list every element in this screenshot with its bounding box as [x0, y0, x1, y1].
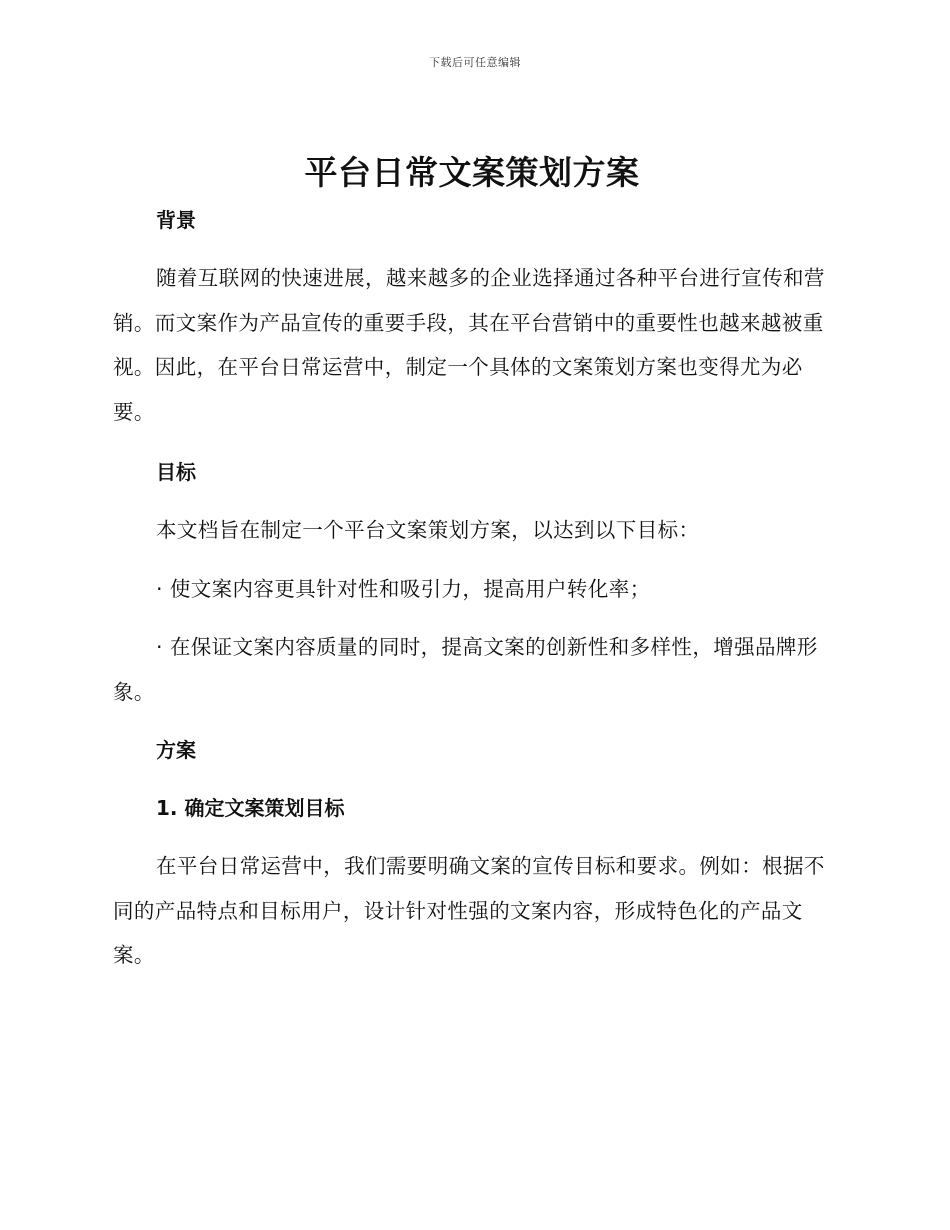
document-body	[113, 148, 831, 978]
goal-intro-paragraph: 本文档旨在制定一个平台文案策划方案，以达到以下目标：	[156, 518, 700, 542]
plan-subheading-1: 1. 确定文案策划目标	[156, 796, 345, 820]
section-heading-goal: 目标	[156, 460, 196, 484]
background-paragraph: 随着互联网的快速进展，越来越多的企业选择通过各种平台进行宣传和营销。而文案作为产品宣传的重要手段，其在平台营销中的重要性也越来越被重视。因此，在平台日常运营中，制定一个具体的文案策划方案也变得尤为必要。	[113, 266, 825, 424]
plan-paragraph-1: 在平台日常运营中，我们需要明确文案的宣传目标和要求。例如：根据不同的产品特点和目标用户，设计针对性强的文案内容，形成特色化的产品文案。	[113, 854, 825, 967]
document-title: 平台日常文案策划方案	[304, 153, 640, 192]
goal-bullet-1: · 使文案内容更具针对性和吸引力，提高用户转化率；	[156, 576, 651, 601]
section-heading-plan: 方案	[156, 738, 196, 762]
header-note: 下载后可任意编辑	[429, 56, 521, 69]
section-heading-background: 背景	[156, 208, 196, 232]
goal-bullet-2: · 在保证文案内容质量的同时，提高文案的创新性和多样性，增强品牌形象。	[113, 635, 818, 704]
